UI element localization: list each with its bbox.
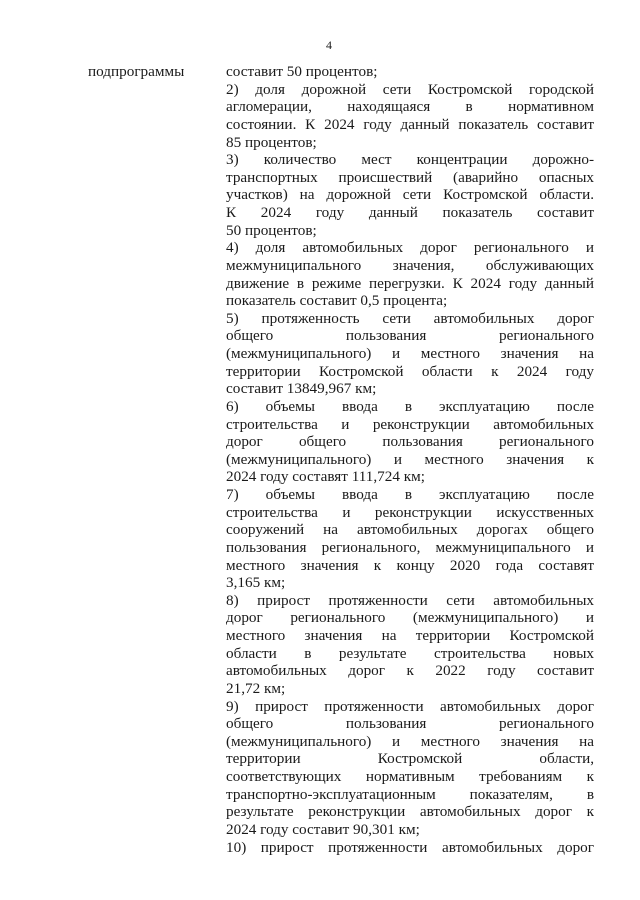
paragraph-line: области в результате строительства новых — [226, 644, 594, 662]
paragraph-line: транспортно-эксплуатационным показателям, в — [226, 785, 594, 803]
paragraph-line: (межмуниципального) и местного значения на — [226, 732, 594, 750]
paragraph-line: 6) объемы ввода в эксплуатацию после — [226, 397, 594, 415]
paragraph-line: дорог общего пользования регионального — [226, 433, 594, 451]
paragraph-line: 10) прирост протяженности автомобильных дорог — [226, 838, 594, 856]
paragraph-line: транспортных происшествий (аварийно опасных — [226, 168, 594, 186]
page-number: 4 — [326, 38, 332, 52]
paragraph-line: 50 процентов; — [226, 221, 317, 239]
paragraph-line: показатель составит 0,5 процента; — [226, 292, 448, 310]
paragraph-line: 3) количество мест концентрации дорожно- — [226, 151, 594, 169]
paragraph-line: 2024 году составят 111,724 км; — [226, 468, 425, 486]
paragraph-line: сооружений на автомобильных дорогах общего — [226, 521, 594, 539]
paragraph-line: участков) на дорожной сети Костромской области. — [226, 186, 594, 204]
paragraph-line: (межмуниципального) и местного значения на — [226, 345, 594, 362]
paragraph-line: К 2024 году данный показатель составит — [226, 204, 594, 221]
paragraph-line: составит 50 процентов; — [226, 63, 378, 80]
paragraph-line: общего пользования регионального — [226, 327, 594, 345]
paragraph-line: автомобильных дорог к 2022 году составит — [226, 662, 594, 680]
paragraph-line: движение в режиме перегрузки. К 2024 году данный — [226, 274, 594, 292]
paragraph-line: общего пользования регионального — [226, 715, 594, 733]
paragraph-line: пользования регионального, межмуниципального и — [226, 538, 594, 556]
paragraph-line: соответствующих нормативным требованиям к — [226, 768, 594, 785]
paragraph-line: местного значения к концу 2020 года составят — [226, 556, 594, 574]
paragraph-line: межмуниципального значения, обслуживающих — [226, 256, 594, 274]
paragraph-line: местного значения на территории Костромской — [226, 627, 594, 644]
paragraph-line: результате реконструкции автомобильных дорог к — [226, 803, 594, 821]
paragraph-line: строительства и реконструкции автомобильных — [226, 415, 594, 433]
paragraph-line: 21,72 км; — [226, 679, 286, 697]
paragraph-line: 8) прирост протяженности сети автомобильных — [226, 591, 594, 609]
paragraph-line: территории Костромской области к 2024 году — [226, 362, 594, 380]
indicators-text-column — [226, 63, 594, 856]
paragraph-line: составит 13849,967 км; — [226, 380, 377, 398]
paragraph-line: дорог регионального (межмуниципального) и — [226, 609, 594, 627]
paragraph-line: территории Костромской области, — [226, 750, 594, 768]
paragraph-line: 2024 году составит 90,301 км; — [226, 820, 420, 838]
paragraph-line: 9) прирост протяженности автомобильных дорог — [226, 697, 594, 715]
paragraph-line: (межмуниципального) и местного значения к — [226, 450, 594, 468]
paragraph-line: строительства и реконструкции искусственных — [226, 503, 594, 521]
paragraph-line: агломерации, находящаяся в нормативном — [226, 98, 594, 116]
paragraph-line: 7) объемы ввода в эксплуатацию после — [226, 486, 594, 503]
paragraph-line: 2) доля дорожной сети Костромской городской — [226, 80, 594, 98]
left-column-label: подпрограммы — [88, 63, 185, 80]
paragraph-line: 85 процентов; — [226, 133, 317, 151]
paragraph-line: 5) протяженность сети автомобильных дорог — [226, 309, 594, 327]
paragraph-line: 4) доля автомобильных дорог регионального и — [226, 239, 594, 257]
paragraph-line: состоянии. К 2024 году данный показатель составит — [226, 115, 594, 133]
paragraph-line: 3,165 км; — [226, 574, 286, 592]
